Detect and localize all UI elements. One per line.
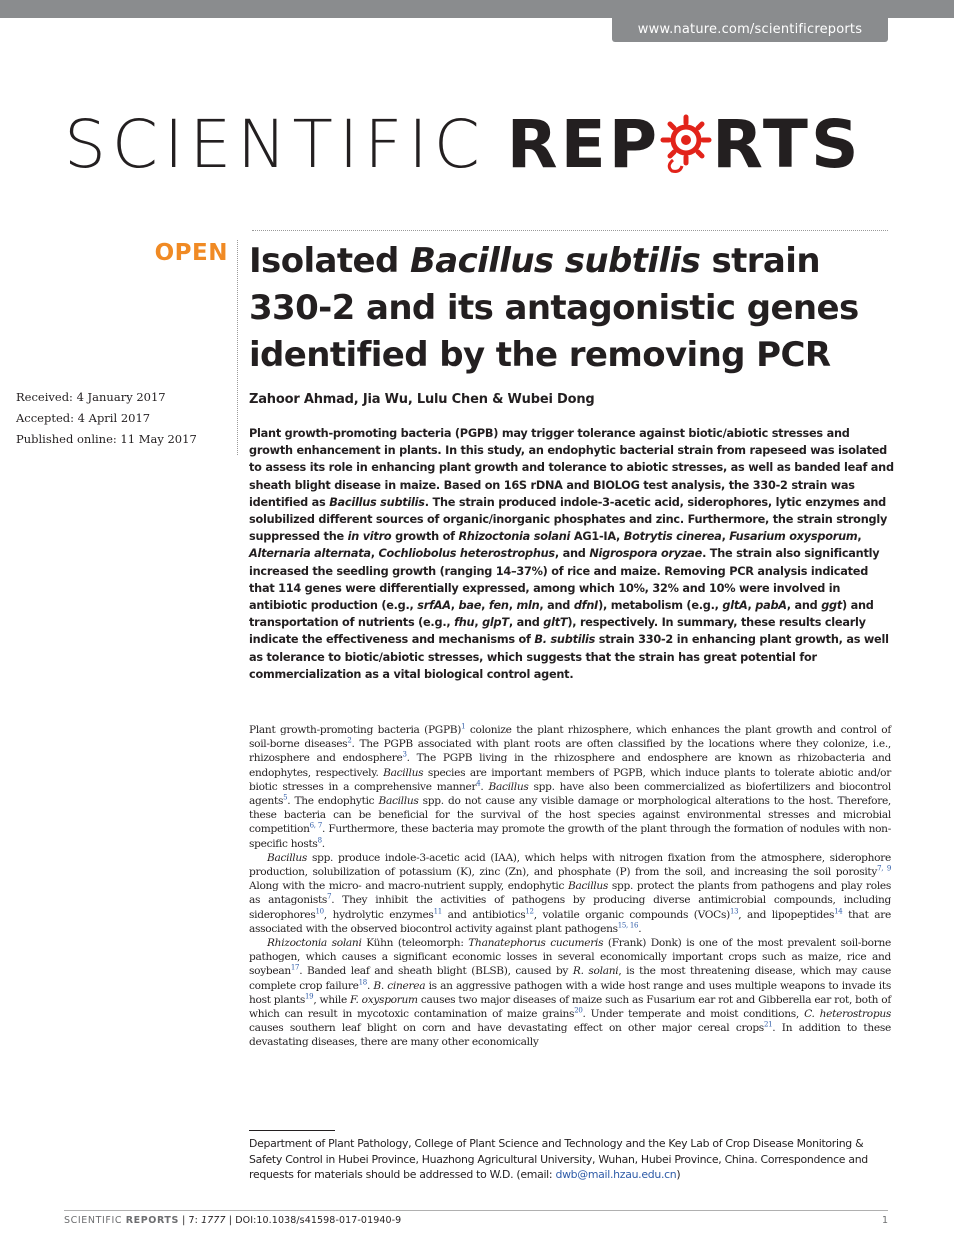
- paragraph-1: Plant growth-promoting bacteria (PGPB)$^1$ colonize the plant rhizosphere, which enhances the plant growth and control of soil-borne diseases$^2$. The PGPB associated with plant roots are often classified by the locations where they colonize, i.e., rhizosphere and endosphere$^3$. The PGPB living in the rhizosphere and endosphere are known as rhizobacteria and endophytes, respectively. Bacillus species are important members of PGPB, which induce plants to tolerate abiotic and/or biotic stresses in a comprehensive manner$^4$. Bacillus spp. have also been commercialized as biofertilizers and biocontrol agents$^5$. The endophytic Bacillus spp. do not cause any visible damage or morphological alterations to the host. Therefore, these bacteria can be beneficial for the survival of the host species against environmental stresses and microbial competition$^{6, 7}$. Furthermore, these bacteria may promote the growth of the plant through the formation of nodules with non-specific hosts$^8$.: [249, 722, 892, 850]
- citation-link[interactable]: 11: [433, 907, 442, 916]
- open-access-label: OPEN: [154, 240, 228, 266]
- citation-link[interactable]: 1: [461, 722, 466, 731]
- email-link[interactable]: dwb@mail.hzau.edu.cn: [555, 1168, 677, 1181]
- citation-link[interactable]: 20: [574, 1006, 583, 1015]
- header-divider: [252, 230, 888, 231]
- paragraph-3: Rhizoctonia solani Kühn (teleomorph: Thanatephorus cucumeris (Frank) Donk) is one of the most prevalent soil-borne pathogen, which causes a significant economic losses in several economically important crops such as maize, rice and soybean$^{17}$. Banded leaf and sheath blight (BLSB), caused by R. solani, is the most threatening disease, which may cause complete crop failure$^{18}$. B. cinerea is an aggressive pathogen with a wide host range and uses multiple weapons to invade its host plants$^{19}$, while F. oxysporum causes two major diseases of maize such as Fusarium ear rot and Gibberella ear rot, both of which can result in mycotoxic contamination of maize grains$^{20}$. Under temperate and moist conditions, C. heterostropus causes southern leaf blight on corn and have devastating effect on other major cereal crops$^{21}$. In addition to these devastating diseases, there are many other economically: [249, 937, 891, 1049]
- author-list: Zahoor Ahmad, Jia Wu, Lulu Chen & Wubei Dong: [249, 392, 595, 407]
- page-footer: SCIENTIFIC REPORTS | 7: 1777 | DOI:10.1038/s41598-017-01940-9: [64, 1215, 402, 1226]
- top-bar: [0, 0, 954, 18]
- masthead-scientific: SCIENTIFIC: [64, 106, 486, 183]
- affiliation-divider: [249, 1130, 335, 1131]
- received-date: Received: 4 January 2017: [16, 390, 166, 404]
- affiliation-note: Department of Plant Pathology, College of Plant Science and Technology and the Key Lab of Crop Disease Monitoring & Safety Control in Hubei Province, Huazhong Agricultural University, Wuhan, Hubei Province, China. Correspondence and requests for materials should be addressed to W.D. (email: dwb@mail.hzau.edu.cn): [249, 1137, 868, 1181]
- abstract: Plant growth-promoting bacteria (PGPB) may trigger tolerance against biotic/abiotic stresses and growth enhancement in plants. In this study, an endophytic bacterial strain from rapeseed was isolated to assess its role in enhancing plant growth and tolerance to abiotic stresses, as well as banded leaf and sheath blight disease in maize. Based on 16S rDNA and BIOLOG test analysis, the 330-2 strain was identified as Bacillus subtilis. The strain produced indole-3-acetic acid, siderophores, lytic enzymes and solubilized different sources of organic/inorganic phosphates and zinc. Furthermore, the strain strongly suppressed the in vitro growth of Rhizoctonia solani AG1-IA, Botrytis cinerea, Fusarium oxysporum, Alternaria alternata, Cochliobolus heterostrophus, and Nigrospora oryzae. The strain also significantly increased the seedling growth (ranging 14–37%) of rice and maize. Removing PCR analysis indicated that 114 genes were differentially expressed, among which 10%, 32% and 10% were involved in antibiotic production (e.g., srfAA, bae, fen, mln, and dfnI), metabolism (e.g., gltA, pabA, and ggt) and transportation of nutrients (e.g., fhu, glpT, and gltT), respectively. In summary, these results clearly indicate the effectiveness and mechanisms of B. subtilis strain 330-2 in enhancing plant growth, as well as tolerance to biotic/abiotic stresses, which suggests that the strain has great potential for commercialization as a vital biological control agent.: [249, 427, 894, 681]
- citation-link[interactable]: 15, 16: [617, 921, 639, 930]
- citation-link[interactable]: 10: [315, 907, 324, 916]
- citation-link[interactable]: 3: [402, 750, 407, 759]
- publication-dates: [16, 387, 216, 450]
- citation-link[interactable]: 4: [476, 779, 481, 788]
- journal-masthead: [64, 105, 862, 185]
- masthead-reports-end: RTS: [712, 106, 862, 183]
- citation-link[interactable]: 12: [525, 907, 534, 916]
- citation-link[interactable]: 8: [317, 836, 322, 845]
- citation-link[interactable]: 13: [729, 907, 739, 916]
- citation-link[interactable]: 5: [283, 793, 288, 802]
- journal-url[interactable]: www.nature.com/scientificreports: [612, 18, 888, 42]
- doi-link[interactable]: | DOI:10.1038/s41598-017-01940-9: [225, 1215, 402, 1226]
- footer-divider: [64, 1210, 888, 1211]
- accepted-date: Accepted: 4 April 2017: [16, 411, 151, 425]
- footer-journal-light: SCIENTIFIC: [64, 1215, 126, 1226]
- citation-link[interactable]: 17: [290, 963, 300, 972]
- citation-link[interactable]: 7, 9: [877, 864, 891, 873]
- paragraph-2: Bacillus spp. produce indole-3-acetic acid (IAA), which helps with nitrogen fixation from the atmosphere, siderophore production, solubilization of potassium (K), zinc (Zn), and phosphate (P) from the soil, and increasing the soil porosity$^{7, 9}$ Along with the micro- and macro-nutrient supply, endophytic Bacillus spp. protect the plants from pathogens and play roles as antagonists$^7$. They inhibit the activities of pathogens by producing diverse antimicrobial compounds, including siderophores$^{10}$, hydrolytic enzymes$^{11}$ and antibiotics$^{12}$, volatile organic compounds (VOCs)$^{13}$, and lipopeptides$^{14}$ that are associated with the observed biocontrol activity against plant pathogens$^{15, 16}$.: [249, 851, 892, 935]
- article-number: 1777: [201, 1215, 226, 1226]
- main-text: [249, 723, 891, 1050]
- citation-link[interactable]: 14: [834, 907, 843, 916]
- column-divider: [237, 240, 238, 455]
- citation-link[interactable]: 6, 7: [309, 821, 322, 830]
- citation-link[interactable]: 2: [347, 736, 352, 745]
- footer-journal-bold: REPORTS: [125, 1215, 179, 1226]
- citation-link[interactable]: 19: [305, 992, 314, 1001]
- published-date: Published online: 11 May 2017: [16, 432, 197, 446]
- masthead-reports-start: REP: [506, 106, 661, 183]
- citation-link[interactable]: 7: [327, 892, 332, 901]
- gear-o-logo-icon: [660, 113, 712, 173]
- page-number: 1: [881, 1215, 888, 1226]
- article-title: Isolated Bacillus subtilis strain 330-2 and its antagonistic genes identified by the removing PCR: [249, 241, 859, 375]
- citation-link[interactable]: 21: [763, 1020, 773, 1029]
- citation-link[interactable]: 18: [358, 978, 367, 987]
